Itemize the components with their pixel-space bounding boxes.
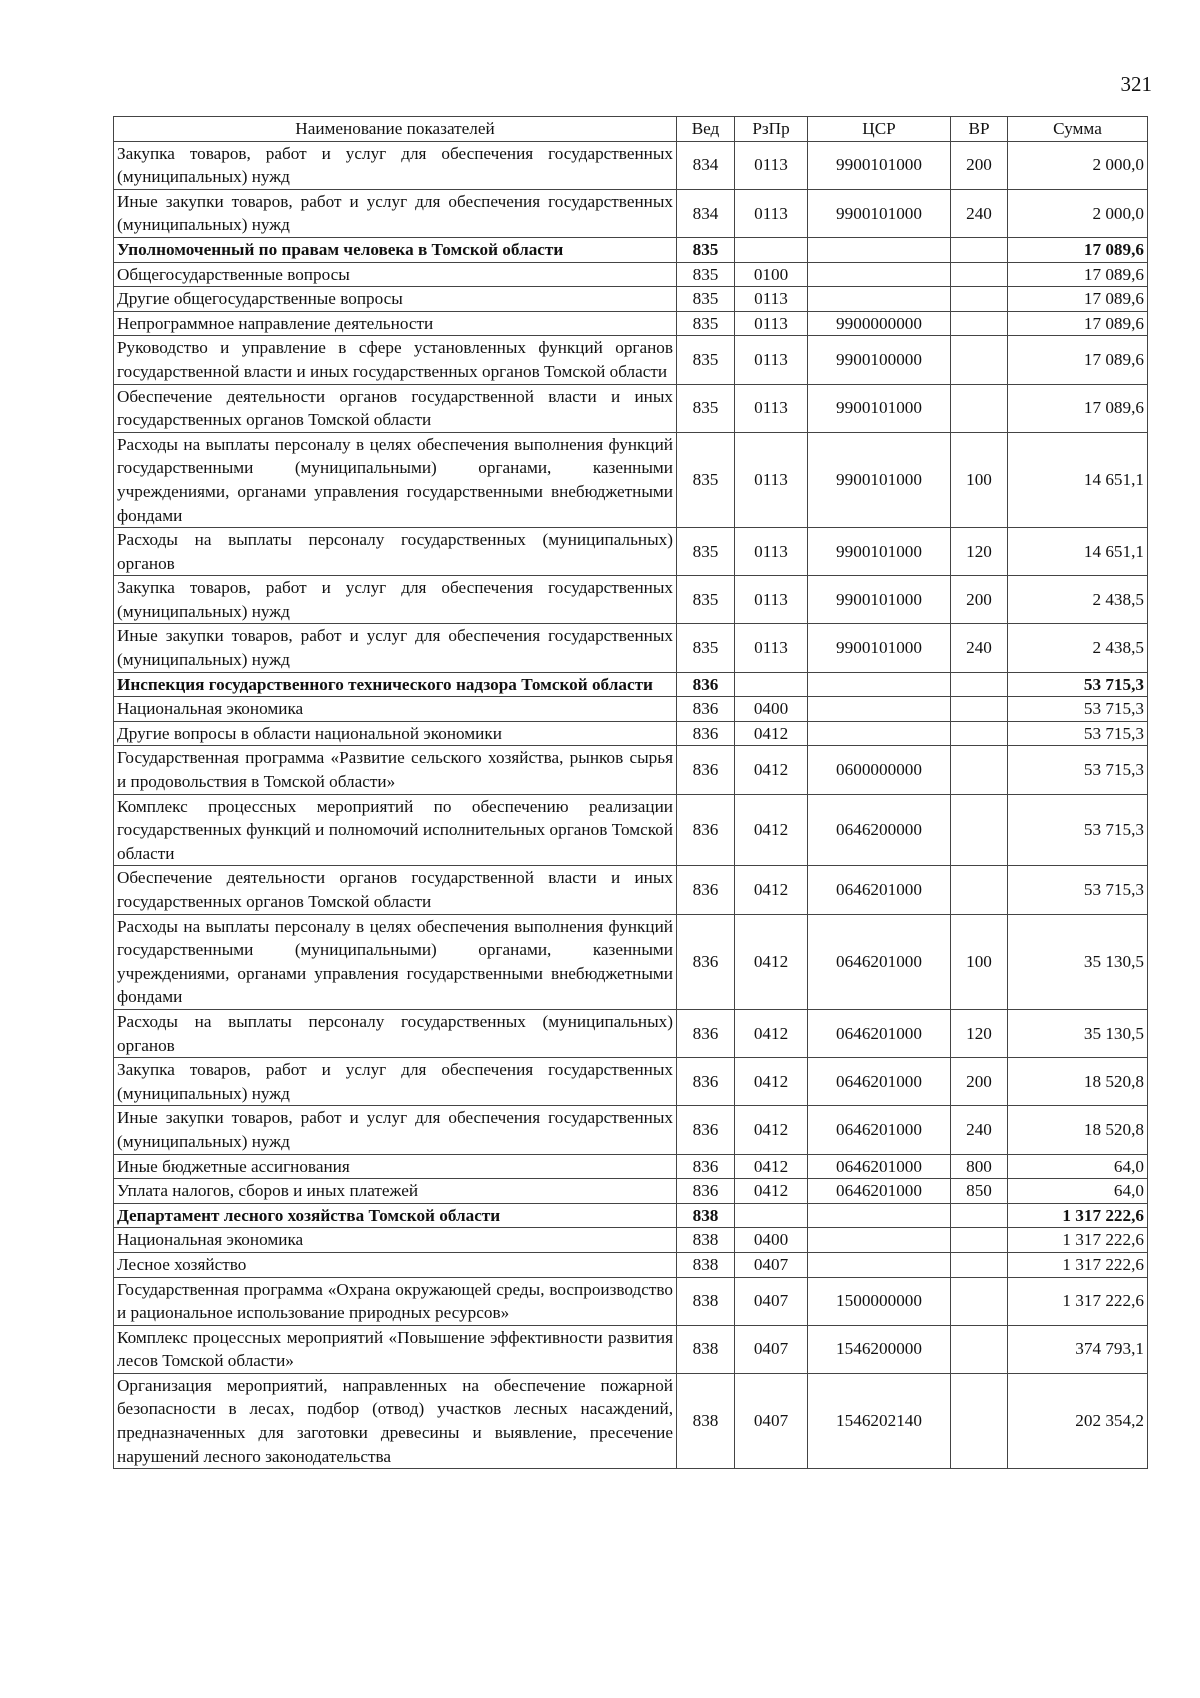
- cell-ved: 836: [677, 1154, 735, 1179]
- cell-csr: 0646201000: [808, 1106, 951, 1154]
- table-row: [114, 914, 1148, 1009]
- cell-sum: 1 317 222,6: [1008, 1277, 1148, 1325]
- cell-vr: [951, 1373, 1008, 1468]
- cell-ved: 836: [677, 1179, 735, 1204]
- page-number: 321: [1120, 72, 1152, 96]
- cell-rzpr: 0113: [735, 141, 808, 189]
- cell-sum: 18 520,8: [1008, 1058, 1148, 1106]
- table-row: [114, 432, 1148, 527]
- cell-rzpr: 0113: [735, 287, 808, 312]
- cell-ved: 835: [677, 432, 735, 527]
- cell-name: Уполномоченный по правам человека в Томской области: [114, 237, 677, 262]
- cell-sum: 53 715,3: [1008, 746, 1148, 794]
- table-row: [114, 384, 1148, 432]
- cell-ved: 835: [677, 262, 735, 287]
- cell-csr: 9900101000: [808, 384, 951, 432]
- header-sum: Сумма: [1008, 117, 1148, 142]
- cell-rzpr: 0407: [735, 1325, 808, 1373]
- cell-sum: 17 089,6: [1008, 262, 1148, 287]
- cell-rzpr: 0412: [735, 866, 808, 914]
- cell-csr: 0600000000: [808, 746, 951, 794]
- cell-sum: 17 089,6: [1008, 287, 1148, 312]
- cell-vr: 100: [951, 914, 1008, 1009]
- cell-vr: 120: [951, 528, 1008, 576]
- table-row: [114, 576, 1148, 624]
- cell-ved: 838: [677, 1203, 735, 1228]
- cell-vr: [951, 384, 1008, 432]
- cell-vr: 200: [951, 576, 1008, 624]
- cell-sum: 64,0: [1008, 1154, 1148, 1179]
- table-row: [114, 672, 1148, 697]
- cell-name: Расходы на выплаты персоналу в целях обеспечения выполнения функций государственными (муниципальными) органами, казенными учреждениями, органами управления государственными внебюджетными фондами: [114, 914, 677, 1009]
- cell-rzpr: 0412: [735, 1009, 808, 1057]
- cell-rzpr: [735, 1203, 808, 1228]
- cell-csr: 0646201000: [808, 1058, 951, 1106]
- cell-rzpr: 0412: [735, 746, 808, 794]
- cell-csr: [808, 1228, 951, 1253]
- cell-name: Закупка товаров, работ и услуг для обеспечения государственных (муниципальных) нужд: [114, 141, 677, 189]
- table-row: [114, 1252, 1148, 1277]
- cell-ved: 835: [677, 311, 735, 336]
- cell-name: Уплата налогов, сборов и иных платежей: [114, 1179, 677, 1204]
- cell-rzpr: 0100: [735, 262, 808, 287]
- header-vr: ВР: [951, 117, 1008, 142]
- cell-csr: 0646200000: [808, 794, 951, 866]
- cell-name: Расходы на выплаты персоналу государственных (муниципальных) органов: [114, 528, 677, 576]
- table-row: [114, 721, 1148, 746]
- cell-csr: 9900101000: [808, 189, 951, 237]
- cell-sum: 64,0: [1008, 1179, 1148, 1204]
- cell-name: Национальная экономика: [114, 1228, 677, 1253]
- cell-name: Комплекс процессных мероприятий по обеспечению реализации государственных функций и полномочий исполнительных органов Томской области: [114, 794, 677, 866]
- budget-table: [113, 116, 1148, 1469]
- cell-csr: [808, 672, 951, 697]
- table-row: [114, 237, 1148, 262]
- cell-csr: 9900101000: [808, 528, 951, 576]
- cell-vr: [951, 311, 1008, 336]
- cell-ved: 838: [677, 1373, 735, 1468]
- cell-vr: [951, 1325, 1008, 1373]
- cell-vr: [951, 672, 1008, 697]
- cell-sum: 17 089,6: [1008, 311, 1148, 336]
- cell-vr: [951, 866, 1008, 914]
- cell-ved: 834: [677, 141, 735, 189]
- cell-name: Расходы на выплаты персоналу государственных (муниципальных) органов: [114, 1009, 677, 1057]
- table-row: [114, 746, 1148, 794]
- cell-sum: 17 089,6: [1008, 237, 1148, 262]
- cell-name: Инспекция государственного технического надзора Томской области: [114, 672, 677, 697]
- cell-rzpr: 0400: [735, 697, 808, 722]
- cell-vr: [951, 287, 1008, 312]
- cell-csr: 0646201000: [808, 1154, 951, 1179]
- header-ved: Вед: [677, 117, 735, 142]
- cell-rzpr: 0400: [735, 1228, 808, 1253]
- cell-ved: 836: [677, 1009, 735, 1057]
- table-row: [114, 141, 1148, 189]
- cell-csr: 1500000000: [808, 1277, 951, 1325]
- table-row: [114, 189, 1148, 237]
- cell-sum: 1 317 222,6: [1008, 1203, 1148, 1228]
- cell-vr: 850: [951, 1179, 1008, 1204]
- cell-ved: 836: [677, 746, 735, 794]
- cell-sum: 53 715,3: [1008, 721, 1148, 746]
- cell-ved: 836: [677, 1058, 735, 1106]
- cell-ved: 838: [677, 1252, 735, 1277]
- cell-csr: [808, 721, 951, 746]
- cell-sum: 17 089,6: [1008, 384, 1148, 432]
- cell-name: Закупка товаров, работ и услуг для обеспечения государственных (муниципальных) нужд: [114, 1058, 677, 1106]
- cell-rzpr: 0407: [735, 1373, 808, 1468]
- cell-csr: 9900101000: [808, 576, 951, 624]
- cell-name: Руководство и управление в сфере установленных функций органов государственной власти и иных государственных органов Томской области: [114, 336, 677, 384]
- cell-name: Лесное хозяйство: [114, 1252, 677, 1277]
- header-name: Наименование показателей: [114, 117, 677, 142]
- cell-csr: [808, 1203, 951, 1228]
- cell-name: Государственная программа «Развитие сельского хозяйства, рынков сырья и продовольствия в Томской области»: [114, 746, 677, 794]
- cell-name: Национальная экономика: [114, 697, 677, 722]
- cell-ved: 835: [677, 237, 735, 262]
- cell-csr: 0646201000: [808, 866, 951, 914]
- cell-rzpr: 0113: [735, 336, 808, 384]
- cell-name: Обеспечение деятельности органов государственной власти и иных государственных органов Томской области: [114, 384, 677, 432]
- cell-sum: 202 354,2: [1008, 1373, 1148, 1468]
- cell-sum: 2 000,0: [1008, 189, 1148, 237]
- cell-sum: 2 438,5: [1008, 576, 1148, 624]
- cell-sum: 53 715,3: [1008, 672, 1148, 697]
- cell-name: Иные бюджетные ассигнования: [114, 1154, 677, 1179]
- cell-ved: 838: [677, 1325, 735, 1373]
- table-row: [114, 697, 1148, 722]
- cell-ved: 836: [677, 866, 735, 914]
- cell-vr: [951, 697, 1008, 722]
- cell-rzpr: 0412: [735, 721, 808, 746]
- cell-name: Иные закупки товаров, работ и услуг для обеспечения государственных (муниципальных) нужд: [114, 624, 677, 672]
- cell-rzpr: 0113: [735, 576, 808, 624]
- cell-sum: 2 438,5: [1008, 624, 1148, 672]
- cell-csr: 0646201000: [808, 1179, 951, 1204]
- cell-rzpr: 0113: [735, 311, 808, 336]
- cell-ved: 836: [677, 721, 735, 746]
- table-row: [114, 866, 1148, 914]
- cell-rzpr: 0412: [735, 1179, 808, 1204]
- table-row: [114, 336, 1148, 384]
- cell-csr: [808, 1252, 951, 1277]
- cell-sum: 35 130,5: [1008, 1009, 1148, 1057]
- cell-name: Закупка товаров, работ и услуг для обеспечения государственных (муниципальных) нужд: [114, 576, 677, 624]
- cell-sum: 374 793,1: [1008, 1325, 1148, 1373]
- cell-ved: 835: [677, 384, 735, 432]
- table-row: [114, 1106, 1148, 1154]
- cell-ved: 835: [677, 287, 735, 312]
- cell-vr: [951, 1252, 1008, 1277]
- cell-rzpr: 0113: [735, 384, 808, 432]
- cell-ved: 835: [677, 528, 735, 576]
- cell-ved: 838: [677, 1228, 735, 1253]
- header-csr: ЦСР: [808, 117, 951, 142]
- cell-ved: 836: [677, 794, 735, 866]
- cell-name: Другие вопросы в области национальной экономики: [114, 721, 677, 746]
- cell-name: Расходы на выплаты персоналу в целях обеспечения выполнения функций государственными (муниципальными) органами, казенными учреждениями, органами управления государственными внебюджетными фондами: [114, 432, 677, 527]
- header-rzpr: РзПр: [735, 117, 808, 142]
- cell-vr: [951, 1203, 1008, 1228]
- table-row: [114, 262, 1148, 287]
- cell-vr: 800: [951, 1154, 1008, 1179]
- cell-vr: [951, 336, 1008, 384]
- cell-csr: 1546202140: [808, 1373, 951, 1468]
- table-row: [114, 1277, 1148, 1325]
- cell-csr: 0646201000: [808, 1009, 951, 1057]
- cell-vr: [951, 794, 1008, 866]
- cell-rzpr: 0113: [735, 189, 808, 237]
- cell-rzpr: 0412: [735, 1154, 808, 1179]
- cell-ved: 836: [677, 1106, 735, 1154]
- cell-csr: 9900101000: [808, 624, 951, 672]
- cell-vr: 240: [951, 624, 1008, 672]
- cell-name: Обеспечение деятельности органов государственной власти и иных государственных органов Томской области: [114, 866, 677, 914]
- cell-name: Иные закупки товаров, работ и услуг для обеспечения государственных (муниципальных) нужд: [114, 189, 677, 237]
- cell-csr: [808, 237, 951, 262]
- table-row: [114, 1203, 1148, 1228]
- cell-rzpr: 0407: [735, 1277, 808, 1325]
- cell-vr: 120: [951, 1009, 1008, 1057]
- cell-ved: 836: [677, 672, 735, 697]
- cell-name: Непрограммное направление деятельности: [114, 311, 677, 336]
- cell-vr: [951, 262, 1008, 287]
- cell-vr: [951, 237, 1008, 262]
- cell-sum: 2 000,0: [1008, 141, 1148, 189]
- cell-name: Департамент лесного хозяйства Томской области: [114, 1203, 677, 1228]
- cell-ved: 836: [677, 914, 735, 1009]
- cell-sum: 1 317 222,6: [1008, 1252, 1148, 1277]
- table-row: [114, 528, 1148, 576]
- cell-rzpr: [735, 237, 808, 262]
- cell-csr: [808, 287, 951, 312]
- cell-vr: 240: [951, 189, 1008, 237]
- cell-ved: 836: [677, 697, 735, 722]
- cell-name: Другие общегосударственные вопросы: [114, 287, 677, 312]
- cell-csr: 1546200000: [808, 1325, 951, 1373]
- cell-rzpr: 0412: [735, 794, 808, 866]
- table-row: [114, 1058, 1148, 1106]
- cell-ved: 835: [677, 624, 735, 672]
- table-row: [114, 1325, 1148, 1373]
- cell-csr: 9900101000: [808, 141, 951, 189]
- cell-sum: 14 651,1: [1008, 432, 1148, 527]
- cell-vr: 200: [951, 1058, 1008, 1106]
- cell-csr: 9900000000: [808, 311, 951, 336]
- cell-vr: [951, 1277, 1008, 1325]
- table-row: [114, 311, 1148, 336]
- cell-csr: [808, 262, 951, 287]
- cell-vr: [951, 721, 1008, 746]
- cell-ved: 835: [677, 336, 735, 384]
- table-row: [114, 287, 1148, 312]
- cell-csr: [808, 697, 951, 722]
- cell-sum: 53 715,3: [1008, 866, 1148, 914]
- cell-name: Организация мероприятий, направленных на обеспечение пожарной безопасности в лесах, подбор (отвод) участков лесных насаждений, предназначенных для заготовки древесины и выявление, пресечение нарушений лесного законодательства: [114, 1373, 677, 1468]
- cell-rzpr: 0412: [735, 1058, 808, 1106]
- cell-ved: 834: [677, 189, 735, 237]
- cell-csr: 9900100000: [808, 336, 951, 384]
- cell-rzpr: 0113: [735, 432, 808, 527]
- cell-vr: 240: [951, 1106, 1008, 1154]
- cell-sum: 17 089,6: [1008, 336, 1148, 384]
- cell-vr: [951, 746, 1008, 794]
- cell-rzpr: [735, 672, 808, 697]
- cell-name: Общегосударственные вопросы: [114, 262, 677, 287]
- cell-name: Государственная программа «Охрана окружающей среды, воспроизводство и рациональное использование природных ресурсов»: [114, 1277, 677, 1325]
- cell-csr: 0646201000: [808, 914, 951, 1009]
- table-row: [114, 1373, 1148, 1468]
- table-row: [114, 1154, 1148, 1179]
- cell-vr: [951, 1228, 1008, 1253]
- cell-sum: 18 520,8: [1008, 1106, 1148, 1154]
- cell-ved: 838: [677, 1277, 735, 1325]
- cell-vr: 200: [951, 141, 1008, 189]
- cell-vr: 100: [951, 432, 1008, 527]
- table-row: [114, 1179, 1148, 1204]
- cell-rzpr: 0113: [735, 624, 808, 672]
- cell-ved: 835: [677, 576, 735, 624]
- table-row: [114, 1228, 1148, 1253]
- cell-sum: 53 715,3: [1008, 697, 1148, 722]
- cell-rzpr: 0412: [735, 1106, 808, 1154]
- cell-name: Комплекс процессных мероприятий «Повышение эффективности развития лесов Томской области»: [114, 1325, 677, 1373]
- cell-sum: 53 715,3: [1008, 794, 1148, 866]
- table-row: [114, 1009, 1148, 1057]
- cell-rzpr: 0407: [735, 1252, 808, 1277]
- cell-name: Иные закупки товаров, работ и услуг для обеспечения государственных (муниципальных) нужд: [114, 1106, 677, 1154]
- cell-sum: 14 651,1: [1008, 528, 1148, 576]
- table-row: [114, 624, 1148, 672]
- table-row: [114, 794, 1148, 866]
- cell-rzpr: 0113: [735, 528, 808, 576]
- table-header-row: [114, 117, 1148, 142]
- cell-rzpr: 0412: [735, 914, 808, 1009]
- cell-sum: 35 130,5: [1008, 914, 1148, 1009]
- cell-sum: 1 317 222,6: [1008, 1228, 1148, 1253]
- cell-csr: 9900101000: [808, 432, 951, 527]
